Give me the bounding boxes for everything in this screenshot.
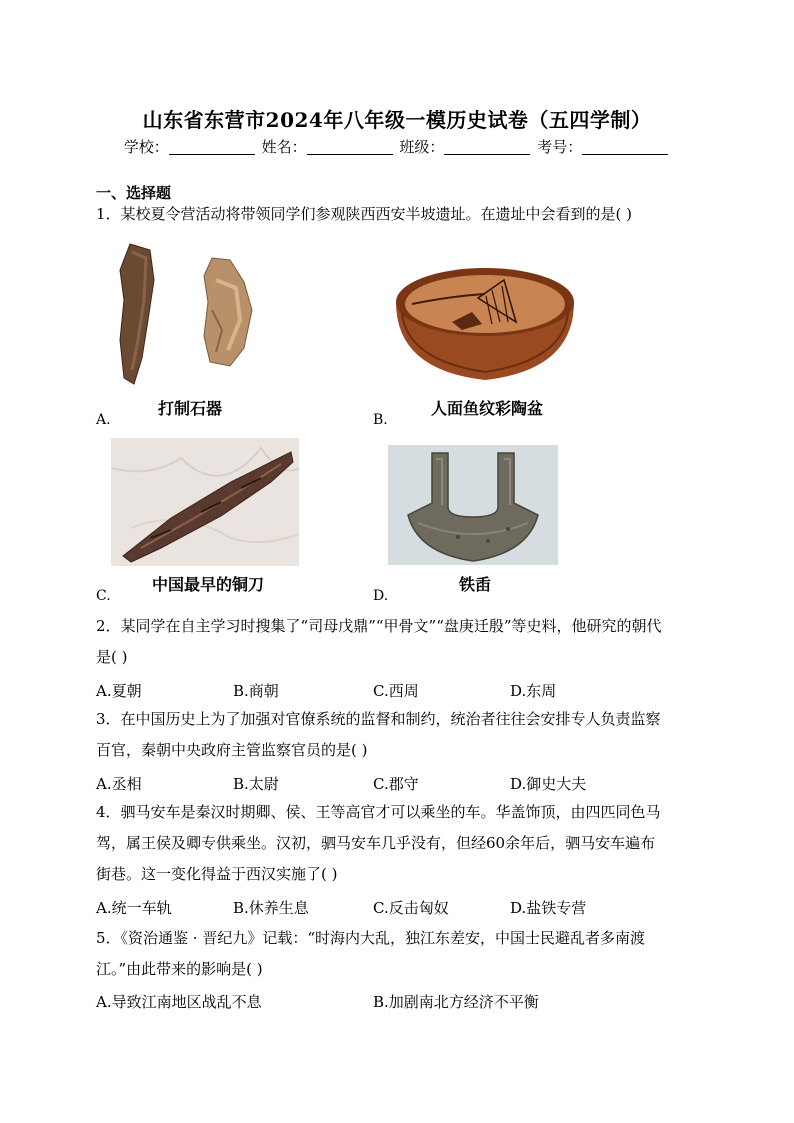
q5-option-b[interactable]: B.加剧南北方经济不平衡 (373, 993, 539, 1011)
question-3-stem-line-2: 百官，秦朝中央政府主管监察官员的是( ) (96, 741, 368, 759)
q2-option-d[interactable]: D.东周 (510, 682, 557, 700)
option-d-letter[interactable]: D. (373, 588, 389, 604)
question-2-stem-line-1: 2．某同学在自主学习时搜集了“司母戊鼎”“甲骨文”“盘庚迁殷”等史料，他研究的朝代 (96, 617, 662, 635)
bronze-knife-image (111, 438, 299, 566)
q2-option-c[interactable]: C.西周 (373, 682, 419, 700)
q2-option-b[interactable]: B.商朝 (233, 682, 279, 700)
q3-option-a[interactable]: A.丞相 (96, 775, 142, 793)
q4-option-b[interactable]: B.休养生息 (233, 899, 309, 917)
q2-option-a[interactable]: A.夏朝 (96, 682, 142, 700)
option-a-letter[interactable]: A. (96, 412, 111, 428)
question-4-stem-line-2: 驾，属王侯及卿专供乘坐。汉初，驷马安车几乎没有，但经60余年后，驷马安车遍布 (96, 834, 656, 852)
question-2-stem-line-2: 是( ) (96, 648, 128, 666)
exam-number-blank[interactable] (582, 140, 668, 155)
name-blank[interactable] (307, 140, 393, 155)
q4-option-a[interactable]: A.统一车轨 (96, 899, 172, 917)
q4-option-d[interactable]: D.盐铁专营 (510, 899, 587, 917)
option-b-caption: 人面鱼纹彩陶盆 (430, 399, 543, 418)
exam-number-label: 考号： (537, 138, 583, 156)
student-info-row (0, 136, 794, 157)
option-c-caption: 中国最早的铜刀 (151, 575, 264, 594)
iron-spade-image (388, 445, 558, 565)
stone-tools-image (112, 240, 272, 390)
q3-option-c[interactable]: C.郡守 (373, 775, 419, 793)
question-5-stem-line-2: 江。”由此带来的影响是( ) (96, 960, 263, 978)
question-3-stem-line-1: 3．在中国历史上为了加强对官僚系统的监督和制约，统治者往往会安排专人负责监察 (96, 710, 661, 728)
option-a-caption: 打制石器 (157, 399, 222, 418)
class-label: 班级： (399, 138, 445, 156)
question-4-stem-line-3: 街巷。这一变化得益于西汉实施了( ) (96, 865, 338, 883)
question-1-stem: 1．某校夏令营活动将带领同学们参观陕西西安半坡遗址。在遗址中会看到的是( ) (96, 205, 633, 223)
q4-option-c[interactable]: C.反击匈奴 (373, 899, 449, 917)
class-blank[interactable] (444, 140, 530, 155)
question-4-stem-line-1: 4．驷马安车是秦汉时期卿、侯、王等高官才可以乘坐的车。华盖饰顶，由四匹同色马 (96, 803, 661, 821)
section-title: 一、选择题 (96, 184, 172, 202)
option-d-caption: 铁臿 (458, 575, 491, 594)
q3-option-d[interactable]: D.御史大夫 (510, 775, 587, 793)
school-blank[interactable] (169, 140, 255, 155)
q3-option-b[interactable]: B.太尉 (233, 775, 279, 793)
name-label: 姓名： (261, 138, 307, 156)
pottery-basin-image (392, 262, 578, 386)
q5-option-a[interactable]: A.导致江南地区战乱不息 (96, 993, 262, 1011)
school-label: 学校： (123, 138, 169, 156)
option-b-letter[interactable]: B. (373, 412, 388, 428)
exam-title: 山东省东营市2024年八年级一模历史试卷（五四学制） (142, 108, 652, 132)
question-5-stem-line-1: 5．《资治通鉴 · 晋纪九》记载：“时海内大乱，独江东差安，中国士民避乱者多南渡 (96, 929, 646, 947)
option-c-letter[interactable]: C. (96, 588, 111, 604)
